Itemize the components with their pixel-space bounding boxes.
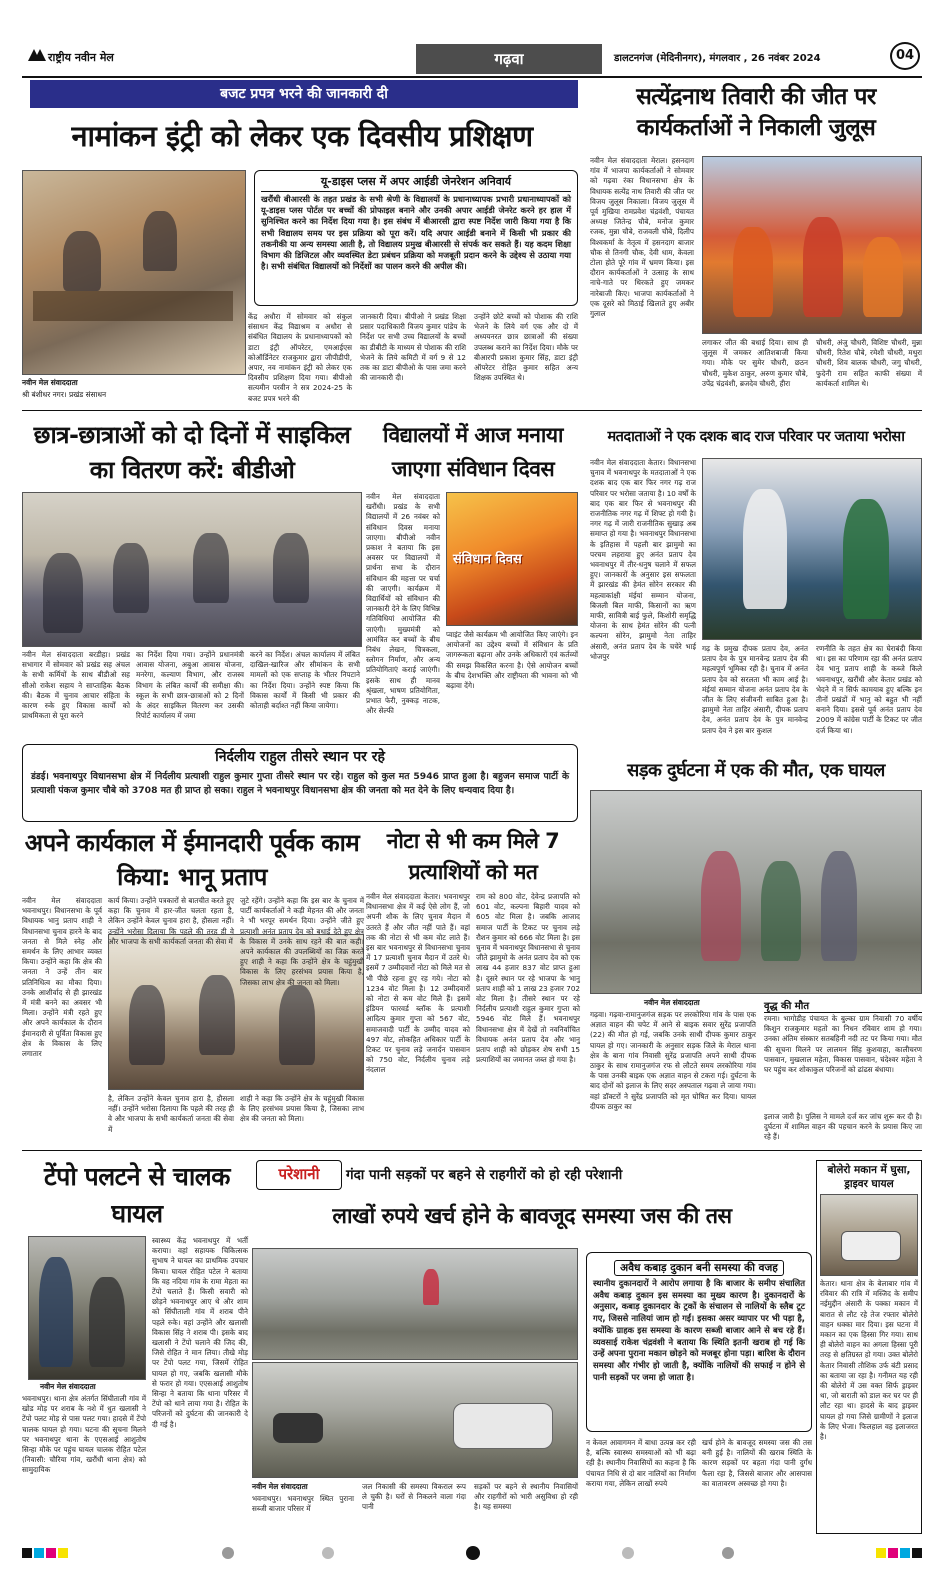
story9-caption-byline: नवीन मेल संवाददाता [40, 1382, 96, 1391]
story1-col3: उन्होंने छोटे बच्चों को पोशाक की राशि भेजने के लिये वर्ग एक और दो में अध्ययनरत छात्र छात्राओं की संख्या उपलब्ध कराने का निर्देश दिया। मौके पर बीआरपी प्रकाश कुमार सिंह, डाटा इंट्री ऑपरेटर रोहित कुमार सहित अन्य शिक्षक उपस्थित थे। [474, 312, 578, 383]
story7-col1: नवीन मेल संवाददाता केतार। भवनाथपुर विधानसभा क्षेत्र में कई ऐसे लोग हैं, जो अपनी शौक के लिए चुनाव मैदान में उतरते हैं और जीत नहीं पाते हैं। वहां तक की नोटा से भी कम वोट लाते हैं। इस बार भवनाथपुर से विधानसभा चुनाव में 17 प्रत्याशी चुनाव मैदान में उतरे थे। इसमें 7 उम्मीदवारों नोटा को मिले मत से भी पीछे रहना हुए रह गये। नोटा को 1234 वोट मिला है। 12 उम्मीदवारों को नोटा से कम वोट मिले हैं। इसमें इंडियन फारवर्ड ब्लॉक के प्रत्याशी आदित्य कुमार गुप्ता को 567 वोट, समाजवादी पार्टी के उम्मीद यादव को 497 वोट, लोकहित अधिकार पार्टी के टिकट पर चुनाव लड़े जनार्दन पासवान को 750 वोट, निर्दलीय चुनाव लड़े नंदलाल [366, 892, 470, 1075]
notice-box [22, 744, 578, 822]
story7-headline: नोटा से भी कम मिले 7 प्रत्याशियों को मत [386, 829, 560, 884]
dateline: डालटनगंज (मेदिनीनगर), मंगलवार , 26 नवंबर 2024 [614, 53, 821, 64]
story2-headline: सत्येंद्रनाथ तिवारी की जीत पर कार्यकर्ताओं ने निकाली जुलूस [636, 84, 876, 141]
story2-col-mid: लगाकर जीत की बधाई दिया। साथ ही जुलूस में जमकर आतिशबाजी किया गया। मौके पर सुमेर चौधरी, छठन चौधरी, मुकेश ठाकुर, अरुण कुमार चौबे, उपेंद्र चंद्रवंशी, ब्रजदेव चौधरी, हीरा [702, 338, 808, 388]
story10-col5: खर्च होने के बावजूद समस्या जस की तस बनी हुई है। नालियों की खराब स्थिति के कारण सड़कों पर बहता गंदा पानी दुर्गंध फैला रहा है, जिससे बाजार और आसपास का वातावरण अस्वच्छ हो गया है। [702, 1438, 812, 1488]
story10-col2: जल निकासी की समस्या विकराल रूप ले चुकी है। घरों से निकलने वाला गंदा पानी [362, 1482, 466, 1512]
story8-byline: नवीन मेल संवाददाता [644, 998, 700, 1007]
story1-kicker: बजट प्रपत्र भरने की जानकारी दी [30, 80, 578, 108]
story5-col1: नवीन मेल संवाददाता केतार। विधानसभा चुनाव में भवनाथपुर के मतदाताओं ने एक दशक बाद एक बार फिर नगर गढ़ राज परिवार पर भरोसा जताया है। 10 वर्षों के बाद एक बार फिर से भवनाथपुर की राजनीतिक नगर गढ़ में शिफ्ट हो गयी है। नगर गढ़ में जारी राजनीतिक सुखाड़ अब समाप्त हो गया है। भवनाथपुर विधानसभा के इतिहास में पहली बार झामुमो का परचम लहराया हुए अनंत प्रताप देव भवनाथपुर में तीर-धनुष चलाने में सफल हुए। जानकारों के अनुसार इस सफलता में झारखंड की हेमंत सोरेन सरकार की महत्वाकांक्षी मंईयां सम्मान योजना, बिजली बिल माफी, किसानों का ऋण माफी, सावित्री बाई फुले, किशोरी समृद्धि योजना के साथ हेमंत सोरेन की पत्नी कल्पना सोरेन, झामुमो नेता ताहिर अंसारी, अनंत प्रताप देव के चचेरे भाई भोजपुर [590, 458, 696, 661]
story3-col2: का निर्देश दिया गया। उन्होंने प्रधानमंत्री आवास योजना, अबुआ आवास योजना, मनरेगा, कल्याण विभाग, और राजस्व विभाग के लंबित कार्यों की समीक्षा की। स्कूल के सभी छात्र-छात्राओं को 2 दिनों के अंदर साइकिल वितरण कर उसकी रिपोर्ट कार्यालय में जमा [136, 650, 244, 721]
masthead [22, 42, 922, 76]
section-name: गढ़वा [494, 50, 524, 68]
story10-box-text: स्थानीय दुकानदारों ने आरोप लगाया है कि बाजार के समीप संचालित अवैध कबाड़ दुकान इस समस्या का मुख्य कारण है। दुकानदारों के अनुसार, कबाड़ दुकानदार के ट्रकों के संचालन से नालियों के स्लैब टूट गए, जिससे नालियां जाम हो गईं। इसका असर व्यापार पर भी पड़ा है, क्योंकि ग्राहक इस समस्या के कारण सब्जी बाजार आने से बच रहे हैं। व्यवसाई राकेश चंद्रवंशी ने बताया कि स्थिति इतनी खराब हो गई कि उन्हें अपना पुराना मकान छोड़ने को मजबूर होना पड़ा। बारिश के दौरान समस्या और गंभीर हो जाती है, क्योंकि नालियों की सफाई न होने से पानी सड़कों पर जमा हो जाता है। [593, 1278, 805, 1382]
story2-col-right: चौधरी, अंजु चौधरी, विशिष्ट चौधरी, मुन्ना चौधरी, रितेश चौबे, रमेशी चौधरी, मथुरा चौधरी, शिव बालक चौधरी, जगु चौधरी, फुदेनी राम सहित काफी संख्या में कार्यकर्ता शामिल थे। [816, 338, 922, 388]
story6-col2: कार्य किया। उन्होंने पत्रकारों से बातचीत करते हुए कहा कि चुनाव में हार-जीत चलता रहता है, लेकिन उन्होंने केवल चुनाव हारा है, हौसला नहीं। उन्होंने भरोसा दिलाया कि पहले की तरह ही वे और भाजपा के सभी कार्यकर्ता जनता की सेवा में [108, 896, 234, 946]
story9-col2: स्वास्थ्य केंद्र भवनाथपुर में भर्ती कराया। वहां सहायक चिकित्सक सुभाष ने घायल का प्राथमिक उपचार किया। घायल रोहित पटेल ने बताया कि वह नदिया गांव के रामा मेहता का टेंपो चलाते हैं। किसी सवारी को छोड़ने भवनाथपुर आए थे और शाम को सिंघीताली गांव में शराब पीने पहले रुके। वहां उन्होंने और खलासी विकास सिंह ने शराब पी। इसके बाद खलासी ने टेंपो चलाने की जिद की, जिसे रोहित ने मान लिया। तीखे मोड़ पर टेंपो पलट गया, जिसमें रोहित घायल हो गए, जबकि खलासी मौके से फरार हो गया। एएसआई आशुतोष सिन्हा ने बताया कि थाना परिसर में टेंपो को थाने लाया गया है। रोहित के परिजनों को दुर्घटना की जानकारी दे दी गई है। [152, 1236, 248, 1429]
story2-photo [702, 156, 922, 334]
story6-col3-tail: शाही ने कहा कि उन्होंने क्षेत्र के चहुंमुखी विकास के लिए हरसंभव प्रयास किया है, जिसका लाभ क्षेत्र की जनता को मिला। [240, 1094, 364, 1124]
story1-caption-place: श्री बंशीधर नगर। प्रखंड संसाधन [22, 390, 107, 399]
story10-col1: भवनाथपुर। भवनाथपुर स्थित पुराना सब्जी बाजार परिसर में [252, 1494, 354, 1514]
story3-photo [22, 492, 362, 647]
story3-headline: छात्र-छात्राओं को दो दिनों में साइकिल का वितरण करें: बीडीओ [33, 421, 351, 484]
story9-headline: टेंपो पलटने से चालक घायल [44, 1162, 230, 1228]
story10-box-title: अवैध कबाड़ दुकान बनी समस्या की वजह [593, 1256, 805, 1275]
story10-photo-bottom [252, 1362, 578, 1478]
story4-photo [446, 492, 578, 626]
story10-kicker-bar: गंदा पानी सड़कों पर बहने से राहगीरों को हो रही परेशानी [346, 1160, 808, 1190]
story4-col2: प्वाइंट जैसे कार्यक्रम भी आयोजित किए जाएंगे। इन आयोजनों का उद्देश्य बच्चों में संविधान के प्रति जागरूकता बढ़ाना और उनके अधिकारों एवं कर्तव्यों की समझ विकसित करना है। ऐसे आयोजन बच्चों के बीच देशभक्ति और राष्ट्रीयता की भावना को भी बढ़ावा देंगे। [446, 630, 578, 691]
story4-col1: नवीन मेल संवाददाता खरौंधी। प्रखंड के सभी विद्यालयों में 26 नवंबर को संविधान दिवस मनाया जाएगा। बीपीओ नवीन प्रकाश ने बताया कि इस अवसर पर विद्यालयों में प्रार्थना सभा के दौरान संविधान की महत्ता पर चर्चा की जाएगी। कार्यक्रम में विद्यार्थियों को संविधान की जानकारी देने के लिए विभिन्न गतिविधियां आयोजित की जाएंगी। मुख्यमंत्री को आमंत्रित कर बच्चों के बीच निबंध लेखन, चित्रकला, स्लोगन निर्माण, और अन्य प्रतियोगिताएं कराई जाएंगी। इसके साथ ही मानव श्रृंखला, भाषण प्रतियोगिता, प्रभात फेरी, नुक्कड़ नाटक, और सेल्फी [366, 492, 440, 716]
story1-col1: केंद्र अधौरा में सोमवार को संकुल संसाधन केंद्र विद्याश्रम व अधौरा से संबंधित विद्यालय के प्रधानाध्यापकों को डाटा इंट्री ऑपरेटर, एमआईएस कोऑर्डिनेटर राजकुमार द्वारा जीपीडीपी, अपार, नव नामांकन इंट्री को लेकर एक दिवसीय प्रशिक्षण दिया गया। बीपीओ सत्यमीन परवीन ने सत्र 2024-25 के बजट प्रपत्र भरने की [248, 312, 352, 403]
story1-headline: नामांकन इंट्री को लेकर एक दिवसीय प्रशिक्षण [71, 119, 533, 153]
story6-col2-tail: है, लेकिन उन्होंने केवल चुनाव हारा है, हौसला नहीं। उन्होंने भरोसा दिलाया कि पहले की तरह ही वे और भाजपा के सभी कार्यकर्ता जनता की सेवा में [108, 1094, 234, 1134]
story10-headline: लाखों रुपये खर्च होने के बावजूद समस्या जस की तस [332, 1204, 732, 1229]
story6-headline: अपने कार्यकाल में ईमानदारी पूर्वक काम किया: भानू प्रताप [24, 829, 360, 891]
story9-col1: भवनाथपुर। थाना क्षेत्र अंतर्गत सिंघीताली गांव में खोड मोड़ पर शराब के नशे में धुत खलासी ने टेंपो पलट मोड़ से पास पलट गया। हादसे में टेंपो चालक घायल हो गया। घटना की सूचना मिलने पर भवनाथपुर थाना के एएसआई आशुतोष सिन्हा मौके पर पहुंच घायल चालक रोहित पटेल (निवासी: चौरिया गांव, खरौंधी थाना क्षेत्र) को सामुदायिक [22, 1394, 146, 1475]
story10-caption-byline: नवीन मेल संवाददाता [252, 1482, 308, 1491]
story7-col2: राम को 800 वोट, देवेन्द्र प्रजापति को 601 वोट, कल्पना बिहारी यादव को 605 वोट मिला है। जबकि आजाद समाज पार्टी के टिकट पर चुनाव लड़े रौशन कुमार को 666 वोट मिला है। इस चुनाव में भवनाथपुर विधानसभा से चुनाव जीते झामुमो के अनंत प्रताप देव को एक लाख 44 हजार 837 वोट प्राप्त हुआ है। दूसरे स्थान पर रहे भाजपा के भानु प्रताप शाही को 1 लाख 23 हजार 702 वोट मिला है। तीसरे स्थान पर रहे निर्दलीय प्रत्याशी राहुल कुमार गुप्ता को 5946 वोट मिले हैं। भवनाथपुर विधानसभा क्षेत्र में देखें तो नवनिर्वाचित विधायक अनंत प्रताप देव और भानु प्रताप शाही को छोड़कर शेष सभी 15 प्रत्याशियों का जमानत जब्त हो गया है। [476, 892, 580, 1065]
story1-photo [22, 170, 246, 375]
divider [22, 410, 922, 411]
story4-photo-label: संविधान दिवस [453, 552, 522, 567]
story10-box [586, 1252, 812, 1432]
story4-headline: विद्यालयों में आज मनाया जाएगा संविधान दिवस [383, 423, 563, 481]
notice-title: निर्दलीय राहुल तीसरे स्थान पर रहे [215, 749, 385, 765]
story8-col1: गढ़वा। गढ़वा-रामानुजगंज सड़क पर लरकोरिया गांव के पास एक अज्ञात वाहन की चपेट में आने से बाइक सवार सुरेंद्र प्रजापति (22) की मौत हो गई, जबकि उनके साथी दीपक कुमार ठाकुर घायल हो गए। जानकारी के अनुसार सड़क जिले के मेराल थाना क्षेत्र के बाना गांव निवासी सुरेंद्र प्रजापति अपने साथी दीपक ठाकुर के साथ रामानुजगंज रफ से लौटते समय लरकोरिया गांव के पास उनकी बाइक एक अज्ञात वाहन से टकरा गई। दुर्घटना के बाद दोनों को इलाज के लिए सदर अस्पताल गढ़वा ले जाया गया। वहां डॉक्टरों ने सुरेंद्र प्रजापति को मृत घोषित कर दिया। घायल दीपक ठाकुर का [590, 1010, 756, 1111]
story11-headline: बोलेरो मकान में घुसा, ड्राइवर घायल [827, 1164, 911, 1190]
story10-photo-top [252, 1248, 578, 1360]
page-number: 04 [895, 48, 915, 63]
story11-box [816, 1160, 922, 1534]
story5-col3: रणनीति के तहत क्षेत्र का घेराबंदी किया था। इस का परिणाम रहा की अनंत प्रताप देव भानु प्रताप शाही के कब्जे किले भवनाथपुर, खरौंधी और केतार प्रखंड को भेदने में न सिर्फ कामयाब हुए बल्कि इन तीनों प्रखंडों में भानु को बहुत भी नहीं बनाने दिया। इससे पूर्व अनंत प्रताप देव 2009 में कांग्रेस पार्टी के टिकट पर जीत दर्ज किया था। [816, 644, 922, 735]
story6-col3: जुटे रहेंगे। उन्होंने कहा कि इस बार के चुनाव में पार्टी कार्यकर्ताओं ने कड़ी मेहनत की और जनता ने भी भरपूर समर्थन दिया। उन्होंने जीते हुए प्रत्याशी अनंत प्रताप देव को बधाई देते हुए क्षेत्र के विकास में उनके साथ रहने की बात कही। अपने कार्यकाल की उपलब्धियों का जिक्र करते हुए शाही ने कहा कि उन्होंने क्षेत्र के चहुंमुखी विकास के लिए हरसंभव प्रयास किया है, जिसका लाभ क्षेत्र की जनता को मिला। [240, 896, 364, 987]
story5-col2: गढ़ के प्रमुख दीपक प्रताप देव, अनंत प्रताप देव के पुत्र मानवेन्द्र प्रताप देव की महत्वपूर्ण भूमिका रही है। चुनाव में अनंत प्रताप देव को सरलता भी काम आई है। मंईयां सम्मान योजना अनंत प्रताप देव के जीत के लिए संजीवनी साबित हुआ है। झामुमो नेता ताहिर अंसारी, दीपक प्रताप देव, अनंत प्रताप देव के पुत्र मानवेन्द्र प्रताप देव ने इस बार कुशल [702, 644, 808, 735]
story1-caption-byline: नवीन मेल संवाददाता [22, 378, 78, 387]
story6-col1: नवीन मेल संवाददाता भवनाथपुर। विधानसभा के पूर्व विधायक भानु प्रताप शाही ने विधानसभा चुनाव हारने के बाद जनता से मिले स्नेह और समर्थन के लिए आभार व्यक्त किया। उन्होंने कहा कि क्षेत्र की जनता ने उन्हें तीन बार प्रतिनिधित्व का मौका दिया। उनके आशीर्वाद से ही झारखंड में मंत्री बनने का अवसर भी मिला। उन्होंने मंत्री रहते हुए और अपने कार्यकाल के दौरान ईमानदारी से पूर्विता विकास हुए क्षेत्र के विकास के लिए लगातार [22, 896, 102, 1059]
story11-photo [820, 1194, 918, 1276]
story3-col1: नवीन मेल संवाददाता बरडीहा। प्रखंड सभागार में सोमवार को प्रखंड सह अंचल के सभी कर्मियों के साथ बीडीओ सह सीओ राकेश सहाय ने साप्ताहिक बैठक की। बैठक में चुनाव आचार संहिता के कारण रुके हुए विकास कार्यों को प्राथमिकता से पूरा करने [22, 650, 130, 721]
story2-text-left: नवीन मेल संवाददाता मेराल। हसनदाग गांव में भाजपा कार्यकर्ताओं ने सोमवार को गढ़वा रंका विधानसभा क्षेत्र के विधायक सत्येंद्र नाथ तिवारी की जीत पर विजय जुलूस निकाला। विजय जुलूस में पूर्व मुखिया रामप्रवेश चंद्रवंशी, पंचायत अध्यक्ष जितेन्द्र चौबे, मनोज कुमार रजक, मुन्ना चौबे, राजवली चौबे, दिलीप विश्वकर्मा के नेतृत्व में हसनदाग बाजार चौक से तिनगी चौक, देवी धाम, केवला टोला होते पूरे गांव में भ्रमण किया। इस दौरान कार्यकर्ताओं ने उत्साह के साथ नाचे-गाते पर थिरकते हुए जमकर नारेबाजी किए। भाजपा कार्यकर्ताओं ने एक दूसरे को मिठाई खिलाते हुए अबीर गुलाल [590, 156, 694, 319]
story1-col2: जानकारी दिया। बीपीओ ने प्रखंड शिक्षा प्रसार पदाधिकारी विजय कुमार पांडेय के निर्देश पर सभी उच्च विद्यालयों के बच्चों का डीबीटी के माध्यम से पोशाक की राशि भेजने के लिये कमिटी में वर्ग 9 से 12 तक का डाटा बीपीओ के पास जमा करने की जानकारी दी। [360, 312, 466, 383]
page-number-badge [890, 42, 920, 70]
story8-photo [590, 790, 922, 994]
story8-box-text: रमना। भागोडीह पंचायत के बुल्का ग्राम निवासी 70 वर्षीय किशुन राजकुमार महतो का निधन रविवार शाम हो गया। उनका अंतिम संस्कार सतबहिनी नदी तट पर किया गया। मौत की सूचना मिलने पर लालमन सिंह कुशवाहा, कालीचरण पासवान, मुखलाल महेता, विकास पासवान, चंदेश्वर महेता ने घर पहुंच कर शोकाकुल परिजनों को ढांढस बंधाया। [764, 1014, 922, 1075]
story8-box-title: वृद्ध की मौत [764, 998, 922, 1013]
story5-headline: मतदाताओं ने एक दशक बाद राज परिवार पर जताया भरोसा [607, 429, 905, 445]
paper-logo-icon [26, 46, 48, 64]
story1-box-text: खरौंधी बीआरसी के तहत प्रखंड के सभी श्रेणी के विद्यालयों के प्रधानाध्यापक प्रभारी प्रधानाध्यापकों को यू-डाइस प्लस पोर्टल पर बच्चों की प्रोफाइल बनाने और उनकी अपार आईडी जेनरेट करने हर हाल में सुनिश्चित करने का निर्देश दिया गया है। इस संबंध में बीआरसी द्वारा स्पष्ट निर्देश जारी किया गया है कि सभी विद्यालय समय पर इस प्रक्रिया को पूरा करें। यदि अपार आईडी बनाने में किसी भी प्रकार की तकनीकी या अन्य समस्या आती है, तो विद्यालय प्रमुख बीआरसी से संपर्क कर सकते हैं। यह कदम शिक्षा विभाग की डिजिटल और व्यवस्थित डेटा प्रबंधन प्रक्रिया को मजबूती प्रदान करने के उद्देश्य से उठाया गया है। सभी संबंधित विद्यालयों को निर्देशों का पालन करने की अपील की। [261, 194, 571, 272]
masthead-rule [22, 76, 922, 78]
story1-box [254, 170, 578, 306]
story10-col4: न केवल आवागमन में बाधा उत्पन्न कर रही है, बल्कि स्वास्थ्य समस्याओं को भी बढ़ा रही है। स्थानीय निवासियों का कहना है कि पंचायत निधि से दो बार नालियों का निर्माण कराया गया, लेकिन लाखों रुपये [586, 1438, 696, 1488]
story10-col3: सड़कों पर बहने से स्थानीय निवासियों और राहगीरों को भारी असुविधा हो रही है। यह समस्या [474, 1482, 578, 1512]
print-registration-strip [22, 1544, 922, 1562]
divider-lower [22, 1150, 922, 1151]
section-tab [416, 44, 602, 74]
story5-photo [702, 458, 922, 640]
notice-text: डंडई। भवनाथपुर विधानसभा क्षेत्र में निर्दलीय प्रत्याशी राहुल कुमार गुप्ता तीसरे स्थान पर रहे। राहुल को कुल मत 5946 प्राप्त हुआ है। बहुजन समाज पार्टी के प्रत्याशी पंकज कुमार चौबे को 3708 मत ही प्राप्त हो सका। राहुल ने भवनाथपुर विधानसभा क्षेत्र की जनता को मत देने के लिए धन्यवाद दिया है। [31, 771, 569, 796]
story8-col-tail: इलाज जारी है। पुलिस ने मामले दर्ज कर जांच शुरू कर दी है। दुर्घटना में शामिल वाहन की पहचान करने के प्रयास किए जा रहे हैं। [764, 1112, 922, 1142]
story9-photo [28, 1236, 146, 1380]
story3-col3: करने का निर्देश। अंचल कार्यालय में लंबित दाखिल-खारिज और सीमांकन के सभी मामलों को एक सप्ताह के भीतर निपटाने का निर्देश दिया। उन्होंने स्पष्ट किया कि विकास कार्यों में किसी भी प्रकार की कोताही बर्दाश्त नहीं किया जायेगा। [250, 650, 360, 711]
story8-headline: सड़क दुर्घटना में एक की मौत, एक घायल [627, 760, 885, 781]
paper-name: राष्ट्रीय नवीन मेल [48, 51, 114, 64]
story1-box-title: यू-डाइस प्लस में अपर आईडी जेनरेशन अनिवार्य [261, 174, 571, 192]
story11-col1: केतार। थाना क्षेत्र के बेलाबार गांव में रविवार की रात्रि में मस्जिद के समीप नईमुद्दीन अंसारी के पक्का मकान में बारात से लौट रहे तेज रफ्तार बोलेरो वाहन धक्का मार दिया। इस घटना में मकान का एक हिस्सा गिर गया। साथ ही बोलेरो वाहन का अगला हिस्सा पूरी तरह से क्षतिग्रस्त हो गया। उक्त बोलेरो केतार निवासी तौशिक उर्फ बंटी प्रसाद का बताया जा रहा है। गनीमत यह रही की बोलेरो में उस वक्त सिर्फ ड्राइवर था, जो बाराती को डाल कर घर पर ही लौट रहा था। हादसे के बाद ड्राइवर घायल हो गया जिसे ग्रामीणों ने इलाज के लिए भेजा। फिलहाल वह इलाजरत है। [820, 1279, 918, 1442]
story10-label: परेशानी [256, 1160, 342, 1190]
